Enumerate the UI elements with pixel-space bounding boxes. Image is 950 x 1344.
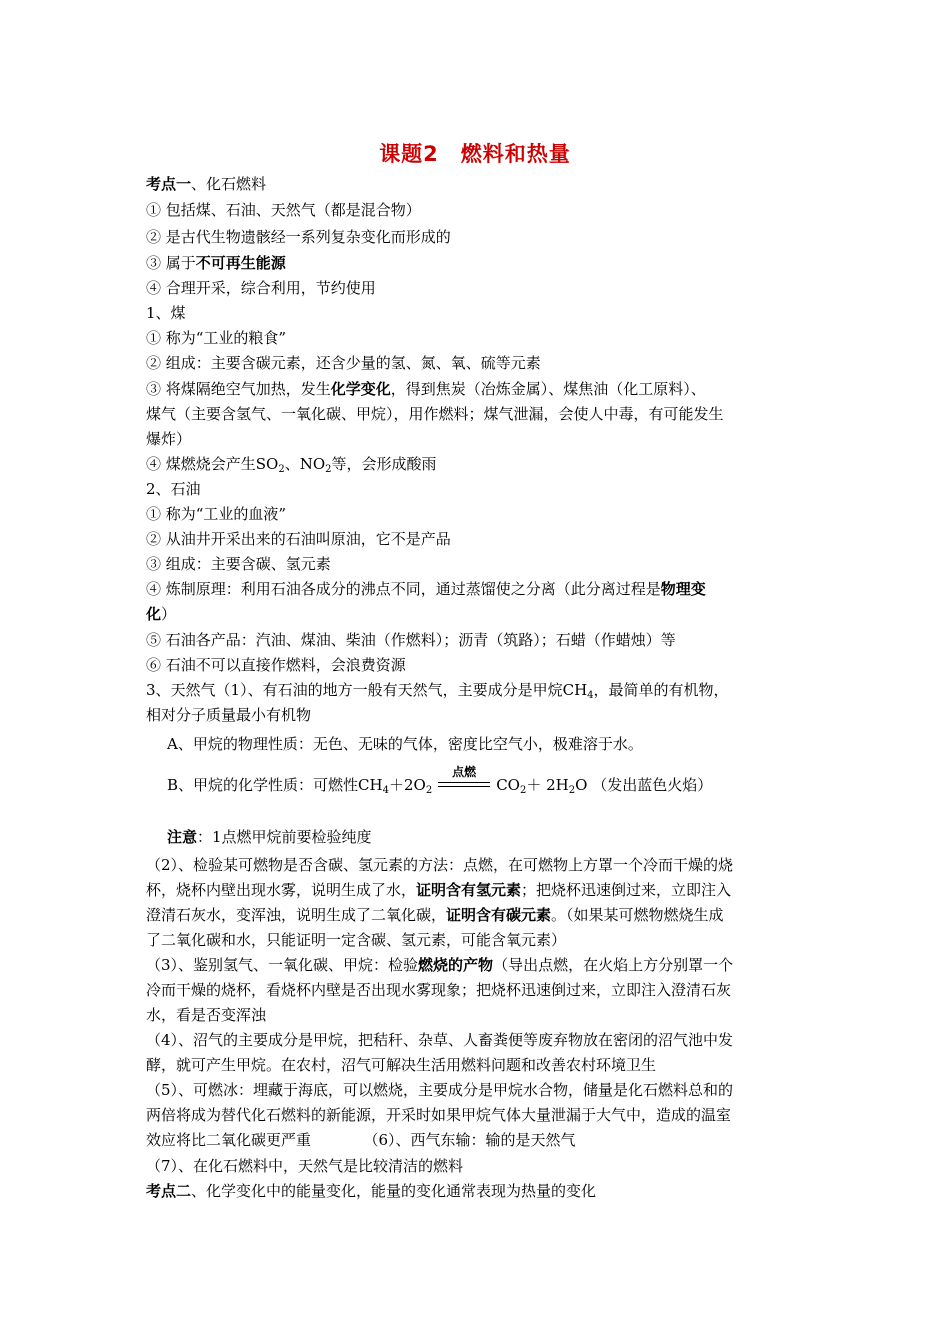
list-item: ③ 组成：主要含碳、氢元素 xyxy=(146,555,331,573)
paragraph-line: （5）、可燃冰：埋藏于海底，可以燃烧，主要成分是甲烷水合物，储量是化石燃料总和的 xyxy=(146,1081,734,1099)
reaction-arrow xyxy=(436,765,492,794)
list-item: ② 是古代生物遗骸经一系列复杂变化而形成的 xyxy=(146,228,451,246)
subheading-coal: 1、煤 xyxy=(146,304,186,322)
list-item: ④ 合理开采，综合利用，节约使用 xyxy=(146,279,376,297)
list-item: ② 从油井开采出来的石油叫原油，它不是产品 xyxy=(146,530,451,548)
list-item: ③ 属于不可再生能源 xyxy=(146,254,286,272)
reaction-condition: 点燃 xyxy=(452,765,477,779)
list-item: ⑥ 石油不可以直接作燃料，会浪费资源 xyxy=(146,656,406,674)
list-item-continued: 煤气（主要含氢气、一氧化碳、甲烷），用作燃料；煤气泄漏，会使人中毒，有可能发生 xyxy=(146,405,724,423)
methane-physical-property: A、甲烷的物理性质：无色、无味的气体，密度比空气小，极难溶于水。 xyxy=(167,735,643,753)
paragraph-line: 两倍将成为替代化石燃料的新能源，开采时如果甲烷气体大量泄漏于大气中，造成的温室 xyxy=(146,1106,732,1124)
list-item-continued: 爆炸） xyxy=(146,430,192,448)
list-item: ③ 将煤隔绝空气加热，发生化学变化，得到焦炭（冶炼金属）、煤焦油（化工原料）、 xyxy=(146,380,706,398)
paragraph-line: 酵，就可产生甲烷。在农村，沼气可解决生活用燃料问题和改善农村环境卫生 xyxy=(146,1056,657,1074)
paragraph-line: （7）、在化石燃料中，天然气是比较清洁的燃料 xyxy=(146,1157,464,1175)
list-item: ④ 炼制原理：利用石油各成分的沸点不同，通过蒸馏使之分离（此分离过程是物理变 xyxy=(146,580,706,598)
list-item: ④ 煤燃烧会产生$SO_2$、$NO_2$等，会形成酸雨 xyxy=(146,455,437,475)
list-item: ① 称为“工业的粮食” xyxy=(146,329,287,347)
list-item: ② 组成：主要含碳元素，还含少量的氢、氮、氧、硫等元素 xyxy=(146,354,541,372)
paragraph-line: （2）、检验某可燃物是否含碳、氢元素的方法：点燃，在可燃物上方罩一个冷而干燥的烧 xyxy=(146,856,734,874)
subheading-oil: 2、石油 xyxy=(146,480,201,498)
methane-chemical-property: B、甲烷的化学性质：可燃性$CH_4+2O_2$ 点燃 $CO_2+ 2H_2O$ （发出蓝色火焰） xyxy=(167,765,713,796)
paragraph-line: （4）、沼气的主要成分是甲烷，把秸秆、杂草、人畜粪便等废弃物放在密闭的沼气池中发 xyxy=(146,1031,734,1049)
paragraph-line: （3）、鉴别氢气、一氧化碳、甲烷：检验燃烧的产物（导出点燃，在火焰上方分别罩一个 xyxy=(146,956,734,974)
paragraph-line: 澄清石灰水，变浑浊，说明生成了二氧化碳，证明含有碳元素。（如果某可燃物燃烧生成 xyxy=(146,906,724,924)
list-item-continued: 化） xyxy=(146,605,177,623)
list-item: ① 称为“工业的血液” xyxy=(146,505,287,523)
section-heading-2: 考点二、化学变化中的能量变化，能量的变化通常表现为热量的变化 xyxy=(146,1182,597,1200)
section-heading-1: 考点一、化石燃料 xyxy=(146,175,267,193)
paragraph-line: 效应将比二氧化碳更严重 （6）、西气东输：输的是天然气 xyxy=(146,1131,576,1149)
note-line: 注意：1点燃甲烷前要检验纯度 xyxy=(167,828,372,846)
list-item: ⑤ 石油各产品：汽油、煤油、柴油（作燃料）；沥青（筑路）；石蜡（作蜡烛）等 xyxy=(146,631,676,649)
list-item: ① 包括煤、石油、天然气（都是混合物） xyxy=(146,201,421,219)
paragraph-line: 冷而干燥的烧杯，看烧杯内壁是否出现水雾现象；把烧杯迅速倒过来，立即注入澄清石灰 xyxy=(146,981,732,999)
paragraph-line: 水，看是否变浑浊 xyxy=(146,1006,267,1024)
natural-gas-line: 3、天然气（1）、有石油的地方一般有天然气，主要成分是甲烷$CH_4$，最简单的有机物， xyxy=(146,681,729,701)
paragraph-line: 杯，烧杯内壁出现水雾，说明生成了水，证明含有氢元素；把烧杯迅速倒过来，立即注入 xyxy=(146,881,732,899)
paragraph-line: 了二氧化碳和水，只能证明一定含碳、氢元素，可能含氧元素） xyxy=(146,931,567,949)
page-title: 课题2 燃料和热量 xyxy=(379,142,571,166)
natural-gas-line: 相对分子质量最小有机物 xyxy=(146,706,312,724)
